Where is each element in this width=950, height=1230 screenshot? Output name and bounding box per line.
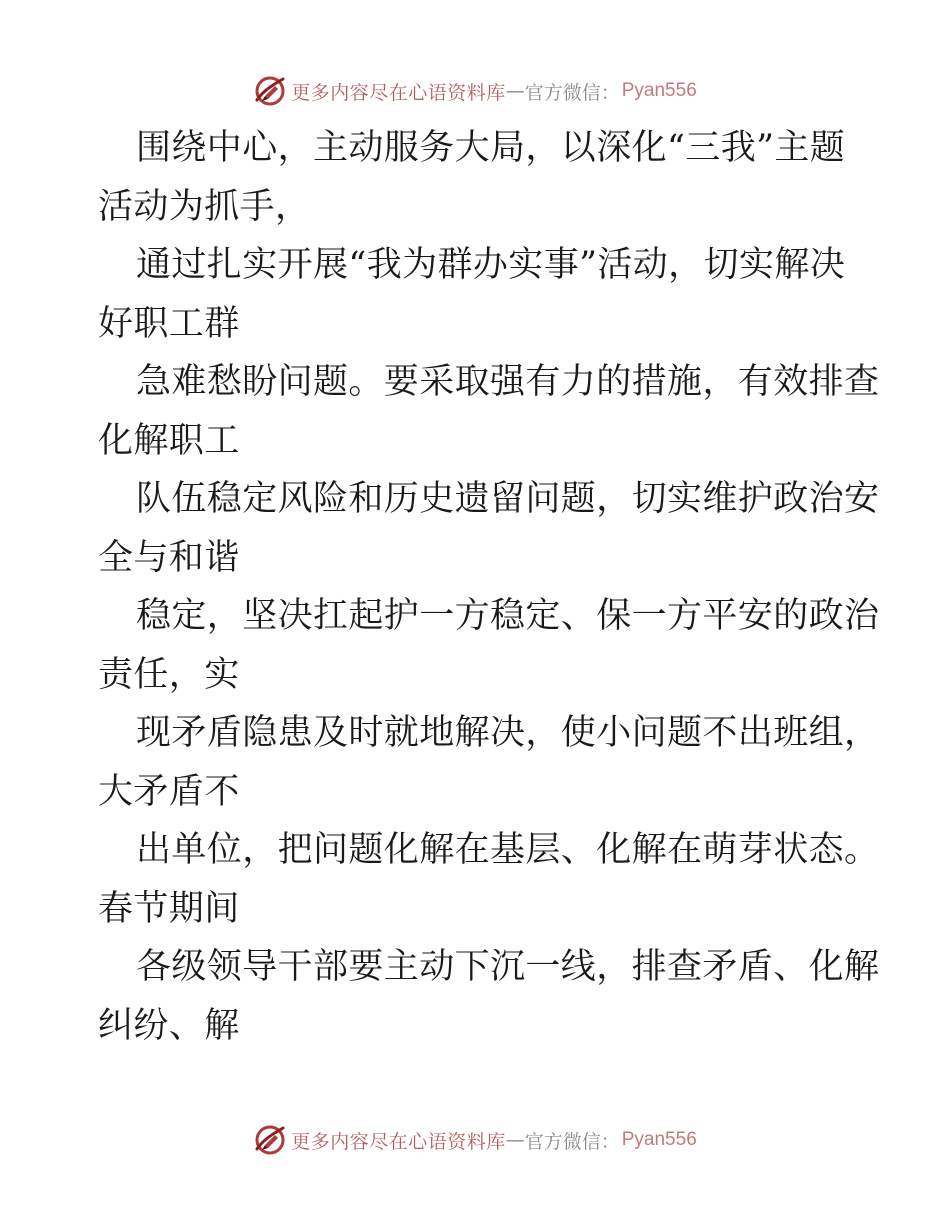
footer-wechat-label: 官方微信： xyxy=(524,1130,620,1153)
footer-wechat-id: Pyan556 xyxy=(621,1129,697,1150)
red-pen-circle-logo-icon xyxy=(253,1123,287,1157)
paragraph-line: 队伍稳定风险和历史遗留问题，切实维护政治安 xyxy=(136,479,880,519)
paragraph-line: 稳定，坚决扛起护一方稳定、保一方平安的政治 xyxy=(136,596,880,636)
document-body xyxy=(98,119,880,1055)
paragraph-line: 急难愁盼问题。要采取强有力的措施，有效排查 xyxy=(136,362,880,402)
paragraph-line: 纠纷、解 xyxy=(98,1005,240,1046)
paragraph-line: 活动为抓手， xyxy=(98,186,311,227)
paragraph-line: 出单位，把问题化解在基层、化解在萌芽状态。 xyxy=(136,830,880,870)
paragraph-line: 好职工群 xyxy=(98,303,240,344)
header-wechat-label: 官方微信： xyxy=(524,81,620,104)
red-pen-circle-logo-icon xyxy=(253,74,287,108)
paragraph-line: 责任，实 xyxy=(98,654,240,695)
paragraph-line: 现矛盾隐患及时就地解决，使小问题不出班组， xyxy=(136,713,880,753)
paragraph-line: 围绕中心，主动服务大局，以深化“三我”主题 xyxy=(136,128,846,168)
footer-separator: — xyxy=(505,1129,525,1151)
paragraph-line: 春节期间 xyxy=(98,888,240,929)
paragraph-line: 各级领导干部要主动下沉一线，排查矛盾、化解 xyxy=(136,947,880,987)
paragraph-line: 通过扎实开展“我为群办实事”活动，切实解决 xyxy=(136,245,846,285)
paragraph-line: 大矛盾不 xyxy=(98,771,240,812)
paragraph-line: 全与和谐 xyxy=(98,537,240,578)
header-wechat-id: Pyan556 xyxy=(621,80,697,101)
paragraph-line: 化解职工 xyxy=(98,420,240,461)
header-separator: — xyxy=(505,80,525,102)
footer-promo-text: 更多内容尽在心语资料库 xyxy=(291,1130,506,1153)
header-promo-text: 更多内容尽在心语资料库 xyxy=(291,81,506,104)
footer-banner xyxy=(0,1120,950,1160)
header-banner xyxy=(0,71,950,111)
